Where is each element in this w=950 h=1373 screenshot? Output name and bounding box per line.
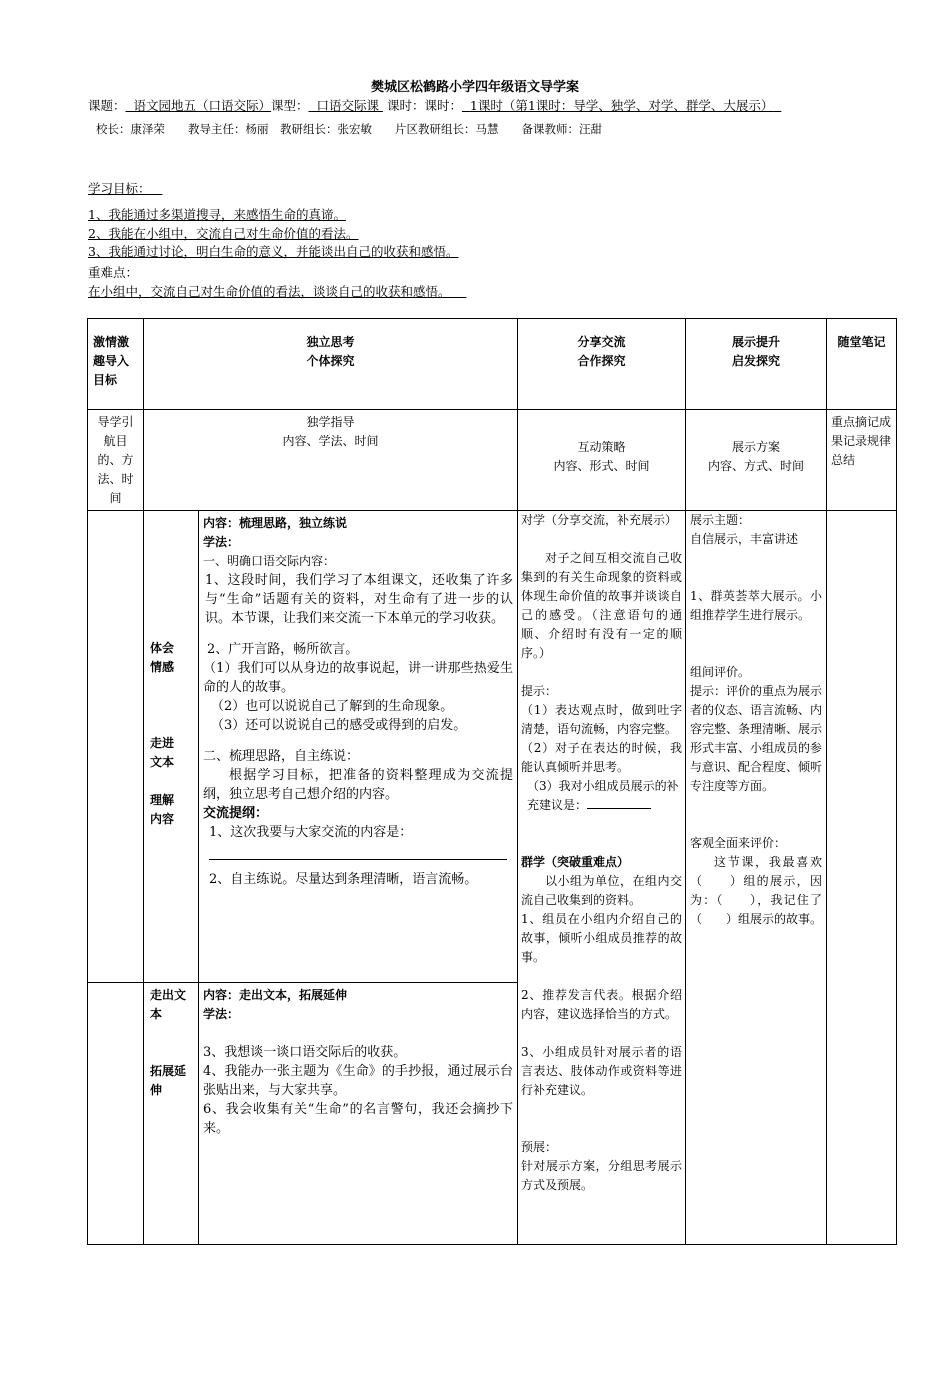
duixue-para: 对子之间互相交流自己收集到的有关生命现象的资料或体现生命价值的故事并谈谈自己的感受。（注意语句的通顺、介绍时有没有一定的顺序。） bbox=[521, 551, 682, 660]
header-col-intro: 激情激趣导入目标 bbox=[88, 319, 144, 410]
yuzhan-para: 针对展示方案，分组思考展示方式及预展。 bbox=[521, 1159, 682, 1192]
extend-item-4: 4、我能办一张主题为《生命》的手抄报，通过展示台张贴出来，与大家共享。 bbox=[203, 1064, 513, 1098]
goal-item-1: 1、我能通过多渠道搜寻，来感悟生命的真谛。 bbox=[88, 207, 346, 222]
stage-1-row bbox=[88, 511, 897, 983]
show-theme: 自信展示，丰富讲述 bbox=[690, 532, 799, 546]
section-1-heading: 一、明确口语交际内容： bbox=[203, 554, 336, 568]
stage-label-feel: 体会情感 bbox=[150, 641, 175, 674]
stage-2-labels bbox=[144, 983, 199, 1245]
section-1-para-2: 2、广开言路，畅所欲言。 bbox=[207, 642, 359, 657]
stage-1-content bbox=[199, 511, 518, 983]
show-item-1: 1、群英荟萃大展示。小组推荐学生进行展示。 bbox=[690, 589, 822, 622]
period-label: 课时：课时： bbox=[386, 98, 462, 113]
stage-1-content-title: 内容：梳理思路，独立练说 bbox=[203, 516, 348, 530]
stage-2-content-title: 内容：走出文本，拓展延伸 bbox=[203, 988, 348, 1002]
objective-review-para[interactable]: 这节课，我最喜欢（ ）组的展示，因为：（ ），我记住了（ ）组展示的故事。 bbox=[690, 855, 823, 926]
qunxue-item-2: 2、推荐发言代表。根据介绍内容，建议选择恰当的方式。 bbox=[521, 988, 682, 1021]
tip-item-3: （3）我对小组成员展示的补充建议是： bbox=[527, 779, 679, 812]
goals-label: 学习目标： bbox=[88, 181, 151, 196]
header-col-show: 展示提升 启发探究 bbox=[686, 319, 827, 410]
objective-review-heading: 客观全面来评价： bbox=[690, 836, 787, 850]
header-col-share: 分享交流 合作探究 bbox=[518, 319, 686, 410]
guide-col-show: 展示方案 内容、方式、时间 bbox=[686, 410, 827, 511]
tip-heading: 提示： bbox=[521, 684, 558, 698]
stage-2-method: 学法： bbox=[203, 1007, 240, 1021]
section-1-para-2a: （1）我们可以从身边的故事说起，讲一讲那些热爱生命的人的故事。 bbox=[203, 661, 513, 695]
outline-answer-line[interactable] bbox=[209, 858, 507, 860]
show-column bbox=[686, 511, 827, 1245]
tip-item-1: （1）表达观点时，做到吐字清楚，语句流畅，内容完整。 bbox=[521, 703, 682, 736]
course-info-line bbox=[88, 96, 781, 114]
key-points-text: 在小组中，交流自己对生命价值的看法，谈谈自己的收获和感悟。 bbox=[88, 284, 451, 299]
study-plan-table bbox=[87, 318, 897, 1245]
stage-label-understand: 理解内容 bbox=[150, 793, 175, 826]
stage-1-method: 学法： bbox=[203, 535, 240, 549]
guide-col-share: 互动策略 内容、形式、时间 bbox=[518, 410, 686, 511]
type-label: 课型： bbox=[270, 98, 309, 113]
stage-label-out-text: 走出文本 bbox=[150, 988, 187, 1021]
course-label: 课题： bbox=[88, 98, 126, 113]
qunxue-item-1: 1、组员在小组内介绍自己的故事，倾听小组成员推荐的故事。 bbox=[521, 912, 682, 964]
header-col-notes: 随堂笔记 bbox=[827, 319, 897, 410]
section-1-para-2c: （3）还可以说说自己的感受或得到的启发。 bbox=[211, 718, 467, 733]
section-2-heading: 二、梳理思路，自主练说： bbox=[203, 749, 360, 764]
stage-label-enter-text: 走进文本 bbox=[150, 736, 175, 769]
peer-review-tip: 提示：评价的重点为展示者的仪态、语言流畅、内容完整、条理清晰、展示形式丰富、小组成员的参与意识、配合程度、倾听专注度等方面。 bbox=[690, 684, 823, 793]
type-value: 口语交际课 bbox=[316, 98, 379, 113]
table-guide-row bbox=[88, 410, 897, 511]
header-col-independent: 独立思考 个体探究 bbox=[144, 319, 518, 410]
guide-col-notes: 重点摘记成果记录规律总结 bbox=[827, 410, 897, 511]
guide-col-intro: 导学引航目的、方法、时间 bbox=[88, 410, 144, 511]
outline-item-1: 1、这次我要与大家交流的内容是： bbox=[209, 825, 413, 840]
outline-heading: 交流提纲： bbox=[203, 806, 269, 821]
show-theme-label: 展示主题： bbox=[690, 513, 751, 527]
stage-1-labels bbox=[144, 511, 199, 983]
guide-col-independent: 独学指导 内容、学法、时间 bbox=[144, 410, 518, 511]
stage-2-content bbox=[199, 983, 518, 1245]
stage-label-extend: 拓展延伸 bbox=[150, 1064, 187, 1097]
qunxue-item-3: 3、小组成员针对展示者的语言表达、肢体动作或资料等进行补充建议。 bbox=[521, 1045, 682, 1097]
suggestion-blank[interactable] bbox=[587, 796, 651, 809]
staff-line: 校长：康泽荣 教导主任：杨丽 教研组长：张宏敏 片区教研组长：马慧 备课教师：汪甜 bbox=[96, 122, 602, 136]
extend-item-6: 6、我会收集有关“生命”的名言警句，我还会摘抄下来。 bbox=[203, 1102, 513, 1136]
stage-1-blank bbox=[88, 511, 144, 983]
duixue-heading: 对学（分享交流，补充展示） bbox=[521, 513, 678, 527]
document-title: 樊城区松鹤路小学四年级语文导学案 bbox=[370, 80, 579, 95]
section-1-para-2b: （2）也可以说说自己了解到的生命现象。 bbox=[211, 699, 454, 714]
section-2-para: 根据学习目标，把准备的资料整理成为交流提纲，独立思考自己想介绍的内容。 bbox=[203, 768, 513, 802]
share-column bbox=[518, 511, 686, 1245]
key-points-label: 重难点： bbox=[88, 265, 139, 280]
outline-item-2: 2、自主练说。尽量达到条理清晰，语言流畅。 bbox=[209, 872, 478, 887]
table-header-row bbox=[88, 319, 897, 410]
peer-review-heading: 组间评价。 bbox=[690, 665, 751, 679]
goal-item-3: 3、我能通过讨论，明白生命的意义，并能谈出自己的收获和感悟。 bbox=[88, 244, 459, 259]
section-1-para-1: 1、这段时间，我们学习了本组课文，还收集了许多与“生命”话题有关的资料，对生命有了进一步的认识。本节课，让我们来交流一下本单元的学习收获。 bbox=[205, 573, 513, 626]
qunxue-heading: 群学（突破重难点） bbox=[521, 855, 630, 869]
course-value: 语文园地五（口语交际） bbox=[133, 98, 271, 113]
period-value: 1课时（第1课时：导学、独学、对学、群学、大展示） bbox=[469, 98, 774, 113]
extend-item-3: 3、我想谈一谈口语交际后的收获。 bbox=[203, 1045, 407, 1060]
qunxue-para: 以小组为单位，在组内交流自己收集到的资料。 bbox=[521, 874, 682, 907]
tip-item-2: （2）对子在表达的时候，我能认真倾听并思考。 bbox=[521, 741, 682, 774]
stage-2-blank bbox=[88, 983, 144, 1245]
notes-column[interactable] bbox=[827, 511, 897, 1245]
goal-item-2: 2、我能在小组中，交流自己对生命价值的看法。 bbox=[88, 226, 359, 241]
yuzhan-heading: 预展： bbox=[521, 1140, 558, 1154]
